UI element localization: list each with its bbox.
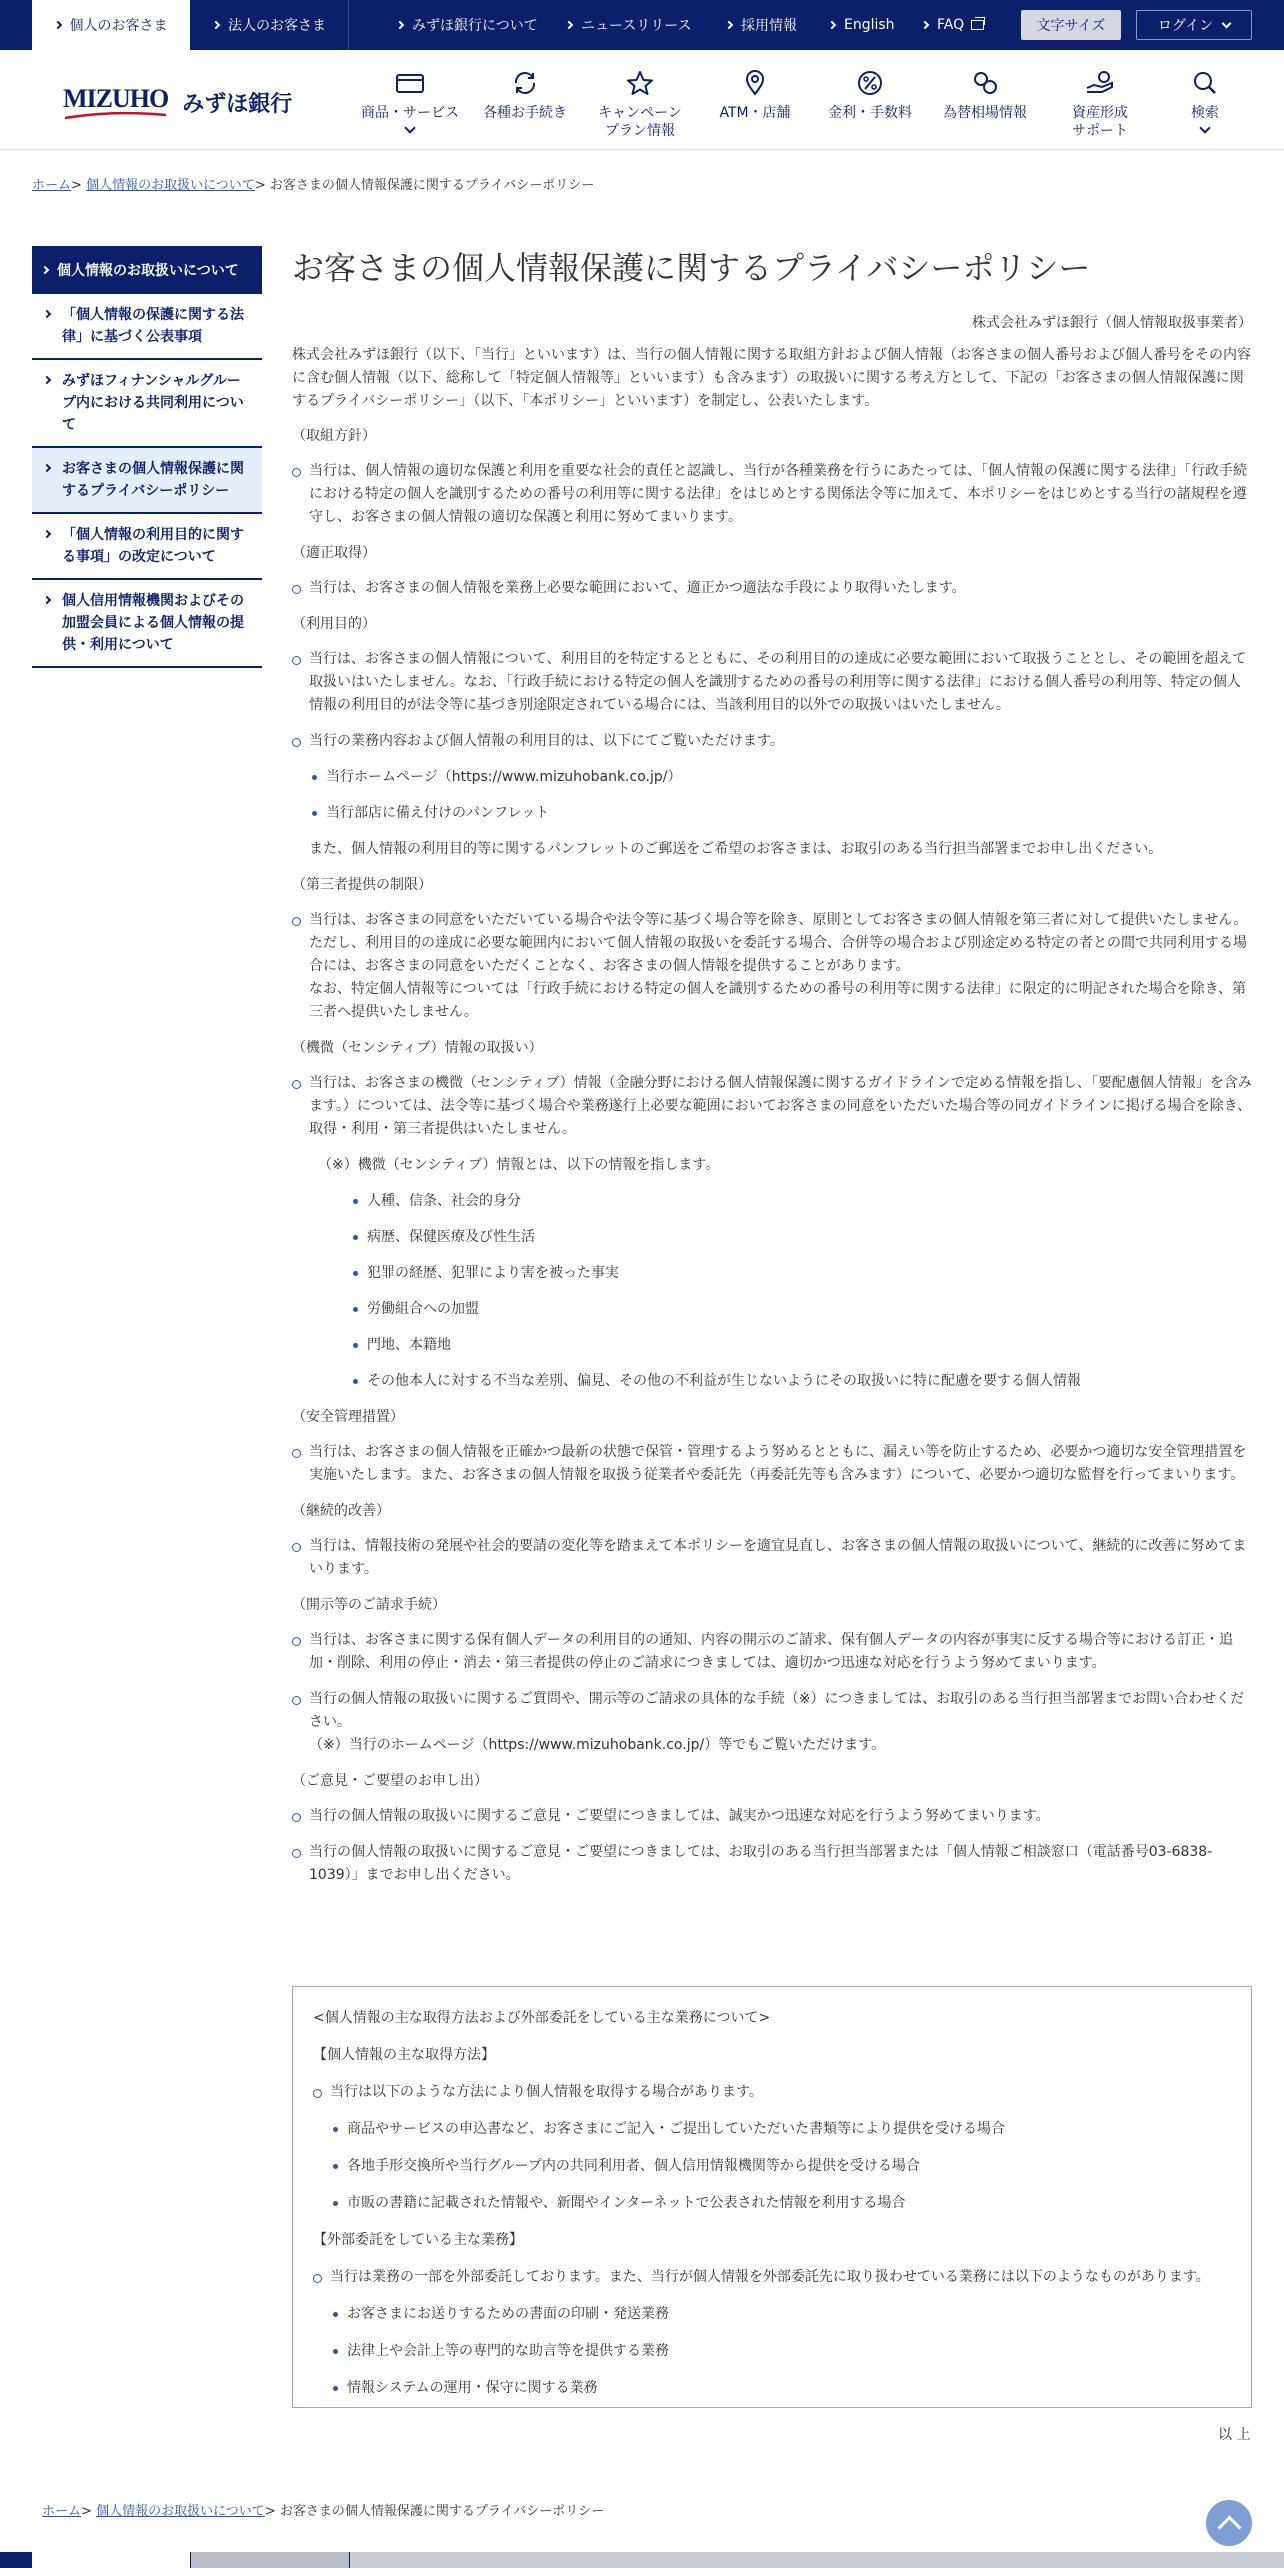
breadcrumb-bottom — [42, 2500, 604, 2519]
sidebar-item-label: 個人信用情報機関およびその加盟会員による個人情報の提供・利用について — [62, 593, 244, 653]
list-item: 人種、信条、社会的身分 — [350, 1190, 1252, 1213]
chevron-right-icon — [921, 21, 929, 29]
note-text: また、個人情報の利用目的等に関するパンフレットのご郵送をご希望のお客さまは、お取引のある当行担当部署までお申し出ください。 — [309, 841, 1163, 857]
closing-text: 以 上 — [1218, 2427, 1251, 2443]
nav-campaign[interactable] — [585, 70, 695, 140]
logo[interactable] — [63, 84, 292, 120]
list-item: 市販の書籍に記載された情報や、新聞やインターネットで公表された情報を利用する場合 — [330, 2192, 1233, 2215]
chevron-right-icon — [396, 21, 404, 29]
list-item: 当行は、お客さまの機微（センシティブ）情報（金融分野における個人情報保護に関するガイドラインで定める情報を指し、「要配慮個人情報」を含みます。）については、法令等に基づく場合や業務遂行上必要な範囲においてお客さまの同意をいただいた場合等の同ガイドラインに掲げる場合を除き、取得・利用・第三者提供はいたしません。 — [292, 1072, 1252, 1141]
intro-paragraph: 株式会社みずほ銀行（以下、「当行」といいます）は、当行の個人情報に関する取組方針および個人情報（お客さまの個人番号および個人番号をその内容に含む個人情報（以下、総称して「特定個人情報等」といいます）も含みます）の取扱いに関する考え方として、下記の「お客さまの個人情報保護に関するプライバシーポリシー」（以下、「本ポリシー」といいます）を制定し、公表いたします。 — [292, 347, 1251, 409]
breadcrumb — [32, 174, 594, 193]
breadcrumb-separator: > — [71, 178, 82, 193]
list-item-note: （※）当行のホームページ（https://www.mizuhobank.co.jp/）等でもご覧いただけます。 — [309, 1737, 886, 1753]
footer-tab-corporate[interactable] — [191, 2552, 349, 2568]
exchange-icon — [969, 70, 1001, 96]
info-box — [292, 1986, 1252, 2408]
logo-jp-text: みずほ銀行 — [182, 91, 293, 117]
chevron-right-icon — [43, 530, 51, 538]
sidebar-item-public-notice[interactable] — [32, 294, 262, 360]
chevron-down-icon — [404, 122, 415, 133]
section-heading: （適正取得） — [292, 545, 376, 561]
breadcrumb-home-link[interactable]: ホーム — [32, 178, 72, 193]
nav-asset-label: 資産形成 サポート — [1072, 105, 1128, 139]
page-title: お客さまの個人情報保護に関するプライバシーポリシー — [292, 249, 1091, 287]
breadcrumb-separator: > — [254, 178, 266, 193]
sidebar-heading[interactable] — [32, 246, 262, 294]
page-top-button[interactable] — [1206, 2500, 1252, 2546]
sidebar-item-label: お客さまの個人情報保護に関するプライバシーポリシー — [62, 461, 244, 499]
nav-rates-label: 金利・手数料 — [828, 105, 912, 121]
nav-fx[interactable] — [930, 70, 1040, 122]
font-size-button[interactable]: 文字サイズ — [1021, 10, 1121, 40]
list-item: 当行は業務の一部を外部委託しております。また、当行が個人情報を外部委託先に取り扱わせている業務には以下のようなものがあります。 — [313, 2266, 1233, 2289]
nav-atm-label: ATM・店舗 — [719, 105, 791, 121]
breadcrumb-current: お客さまの個人情報保護に関するプライバシーポリシー — [279, 2504, 605, 2519]
chevron-right-icon — [43, 464, 51, 472]
list-item: 当行は、お客さまの個人情報を業務上必要な範囲において、適正かつ適法な手段により取得いたします。 — [292, 577, 1252, 600]
hand-coin-icon — [1084, 70, 1116, 96]
nav-rates[interactable] — [815, 70, 925, 122]
footer-bar — [350, 2552, 1284, 2568]
map-pin-icon — [739, 70, 771, 96]
link-about-label: みずほ銀行について — [412, 18, 538, 34]
list-item: 商品やサービスの申込書など、お客さまにご記入・ご提出していただいた書類等により提供を受ける場合 — [330, 2118, 1233, 2141]
chevron-down-icon — [1199, 122, 1210, 133]
list-item: 情報システムの運用・保守に関する業務 — [330, 2377, 1233, 2400]
star-icon — [624, 70, 656, 96]
list-item: 当行は、お客さまの個人情報について、利用目的を特定するとともに、その利用目的の達成に必要な範囲において取扱うこととし、その範囲を超えて取扱いはいたしません。なお、「行政手続における特定の個人を識別するための番号の利用等に関する法律」における個人番号の利用等、特定の個人情報の利用目的が法令等に基づき別途限定されている場合には、当該利用目的以外での取扱いはいたしません。 — [292, 648, 1252, 717]
chevron-right-icon — [41, 266, 49, 274]
section-heading: （利用目的） — [292, 616, 376, 632]
top-bar — [0, 0, 1284, 50]
company-name: 株式会社みずほ銀行（個人情報取扱事業者） — [972, 315, 1252, 331]
breadcrumb-current: お客さまの個人情報保護に関するプライバシーポリシー — [269, 178, 595, 193]
link-faq-label: FAQ — [937, 17, 965, 33]
card-icon — [394, 70, 426, 96]
nav-products[interactable] — [355, 70, 465, 132]
nav-search[interactable] — [1150, 70, 1260, 132]
list-item: 当行の個人情報の取扱いに関するご意見・ご要望につきましては、お取引のある当行担当部署または「個人情報ご相談窓口（電話番号03-6838-1039）」までお申し出ください。 — [292, 1841, 1252, 1887]
list-item: 法律上や会計上等の専門的な助言等を提供する業務 — [330, 2340, 1233, 2363]
link-news-label: ニュースリリース — [581, 18, 692, 34]
list-item: 犯罪の経歴、犯罪により害を被った事実 — [350, 1262, 1252, 1285]
list-item: 当行ホームページ（https://www.mizuhobank.co.jp/） — [309, 766, 1252, 789]
breadcrumb-separator: > — [264, 2504, 276, 2519]
info-box-heading: 【個人情報の主な取得方法】 — [313, 2047, 495, 2063]
chevron-right-icon — [43, 376, 51, 384]
link-careers-label: 採用情報 — [741, 18, 797, 34]
info-box-heading: 【外部委託をしている主な業務】 — [313, 2232, 523, 2248]
list-item — [292, 909, 1252, 1024]
sidebar-item-credit-bureau[interactable] — [32, 580, 262, 668]
chevron-right-icon — [828, 21, 836, 29]
main-header — [0, 50, 1284, 150]
chevron-right-icon — [212, 21, 220, 29]
tab-corporate[interactable] — [191, 0, 349, 50]
section-heading: （ご意見・ご要望のお申し出） — [292, 1773, 488, 1789]
sidebar-item-privacy-policy[interactable] — [32, 448, 262, 514]
list-item: その他本人に対する不当な差別、偏見、その他の不利益が生じないようにその取扱いに特に配慮を要する個人情報 — [350, 1370, 1252, 1393]
section-heading: （継続的改善） — [292, 1503, 390, 1519]
section-heading: （取組方針） — [292, 428, 376, 444]
sidebar-heading-label: 個人情報のお取扱いについて — [57, 263, 239, 279]
list-item: 当行は、お客さまの個人情報を正確かつ最新の状態で保管・管理するよう努めるとともに、漏えい等を防止するため、必要かつ適切な安全管理措置を実施いたします。また、お客さまの個人情報を取扱う従業者や委託先（再委託先等も含みます）について、必要かつ適切な監督を行ってまいります。 — [292, 1441, 1252, 1487]
link-about[interactable] — [397, 0, 538, 50]
section-heading: （機微（センシティブ）情報の取扱い） — [292, 1040, 543, 1056]
refresh-icon — [509, 70, 541, 96]
logo-en-text: MIZUHO — [63, 84, 169, 113]
search-icon — [1189, 70, 1221, 96]
list-item: 門地、本籍地 — [350, 1334, 1252, 1357]
login-label: ログイン — [1157, 18, 1214, 34]
nav-procedures[interactable] — [470, 70, 580, 122]
list-item: お客さまにお送りするための書面の印刷・発送業務 — [330, 2303, 1233, 2326]
tab-personal-label: 個人のお客さま — [69, 18, 168, 34]
list-item-text: 当行の個人情報の取扱いに関するご質問や、開示等のご請求の具体的な手続（※）につきましては、お取引のある当行担当部署までお問い合わせください。 — [309, 1691, 1245, 1730]
section-heading: （第三者提供の制限） — [292, 877, 432, 893]
chevron-right-icon — [43, 310, 51, 318]
login-button[interactable] — [1136, 10, 1252, 40]
link-careers[interactable] — [726, 0, 797, 50]
info-box-title: <個人情報の主な取得方法および外部委託をしている主な業務について> — [313, 2010, 771, 2026]
nav-campaign-label: キャンペーン プラン情報 — [598, 105, 682, 139]
breadcrumb-parent-link[interactable]: 個人情報のお取扱いについて — [96, 2504, 265, 2519]
link-news[interactable] — [566, 0, 692, 50]
list-item: 当行の業務内容および個人情報の利用目的は、以下にてご覧いただけます。 — [292, 730, 1252, 753]
chevron-right-icon — [565, 21, 573, 29]
list-item: 労働組合への加盟 — [350, 1298, 1252, 1321]
percent-icon — [854, 70, 886, 96]
nav-atm[interactable] — [700, 70, 810, 122]
external-window-icon — [971, 20, 984, 30]
logo-mizuho-en — [63, 84, 168, 120]
list-item: 当行の個人情報の取扱いに関するご意見・ご要望につきましては、誠実かつ迅速な対応を行うよう努めてまいります。 — [292, 1805, 1252, 1828]
section-heading: （安全管理措置） — [292, 1409, 404, 1425]
chevron-right-icon — [53, 21, 61, 29]
list-item-text: なお、特定個人情報等については「行政手続における特定の個人を識別するための番号の利用等に関する法律」に限定的に明記された場合を除き、第三者へ提供いたしません。 — [309, 981, 1247, 1020]
logo-swoosh-icon — [63, 112, 168, 120]
tab-corporate-label: 法人のお客さま — [228, 18, 326, 34]
breadcrumb-parent-link[interactable]: 個人情報のお取扱いについて — [86, 178, 255, 193]
section-heading: （開示等のご請求手続） — [292, 1597, 446, 1613]
chevron-down-icon — [1222, 18, 1232, 28]
main-content — [292, 246, 1252, 1887]
sidebar-item-revision[interactable] — [32, 514, 262, 580]
nav-search-label: 検索 — [1191, 105, 1219, 121]
list-item: 当行は、個人情報の適切な保護と利用を重要な社会的責任と認識し、当行が各種業務を行うにあたっては、「個人情報の保護に関する法律」「行政手続における特定の個人を識別するための番号の利用等に関する法律」をはじめとする関係法令等に加えて、本ポリシーをはじめとする当行の諸規程を遵守し、お客さまの個人情報の適切な保護と利用に努めてまいります。 — [292, 460, 1252, 529]
sidebar-item-label: みずほフィナンシャルグループ内における共同利用について — [62, 373, 244, 433]
footer-tab-personal[interactable] — [32, 2552, 190, 2568]
sidebar-item-label: 「個人情報の利用目的に関する事項」の改定について — [62, 527, 244, 565]
breadcrumb-home-link[interactable]: ホーム — [42, 2504, 82, 2519]
list-item — [292, 1688, 1252, 1757]
chevron-right-icon — [43, 596, 51, 604]
link-faq[interactable] — [922, 0, 984, 50]
nav-products-label: 商品・サービス — [361, 105, 459, 121]
link-english-label: English — [844, 17, 895, 33]
footer-tabs — [0, 2552, 1284, 2568]
list-item: 当行は以下のような方法により個人情報を取得する場合があります。 — [313, 2081, 1233, 2104]
sidebar-item-label: 「個人情報の保護に関する法律」に基づく公表事項 — [62, 307, 244, 345]
note-text: （※）機微（センシティブ）情報とは、以下の情報を指します。 — [318, 1157, 720, 1173]
breadcrumb-separator: > — [81, 2504, 92, 2519]
nav-asset[interactable] — [1045, 70, 1155, 140]
list-item: 各地手形交換所や当行グループ内の共同利用者、個人信用情報機関等から提供を受ける場合 — [330, 2155, 1233, 2178]
list-item: 当行は、お客さまに関する保有個人データの利用目的の通知、内容の開示のご請求、保有個人データの内容が事実に反する場合等における訂正・追加・削除、利用の停止・消去・第三者提供の停止のご請求につきましては、適切かつ迅速な対応を行うよう努めてまいります。 — [292, 1629, 1252, 1675]
sidebar-item-group-sharing[interactable] — [32, 360, 262, 448]
sidebar — [32, 246, 262, 668]
list-item: 病歴、保健医療及び性生活 — [350, 1226, 1252, 1249]
chevron-right-icon — [725, 21, 733, 29]
list-item-text: 当行は、お客さまの同意をいただいている場合や法令等に基づく場合等を除き、原則としてお客さまの個人情報を第三者に対して提供いたしません。ただし、利用目的の達成に必要な範囲内において個人情報の取扱いを委託する場合、合併等の場合および別途定める特定の者との間で共同利用する場合には、お客さまの同意をいただくことなく、お客さまの個人情報を提供することがあります。 — [309, 912, 1248, 974]
list-item: 当行は、情報技術の発展や社会的要請の変化等を踏まえて本ポリシーを適宜見直し、お客さまの個人情報の取扱いについて、継続的に改善に努めてまいります。 — [292, 1535, 1252, 1581]
list-item: 当行部店に備え付けのパンフレット — [309, 802, 1252, 825]
tab-personal[interactable] — [32, 0, 190, 50]
link-english[interactable] — [829, 0, 895, 50]
nav-fx-label: 為替相場情報 — [943, 105, 1027, 121]
nav-procedures-label: 各種お手続き — [483, 105, 567, 121]
